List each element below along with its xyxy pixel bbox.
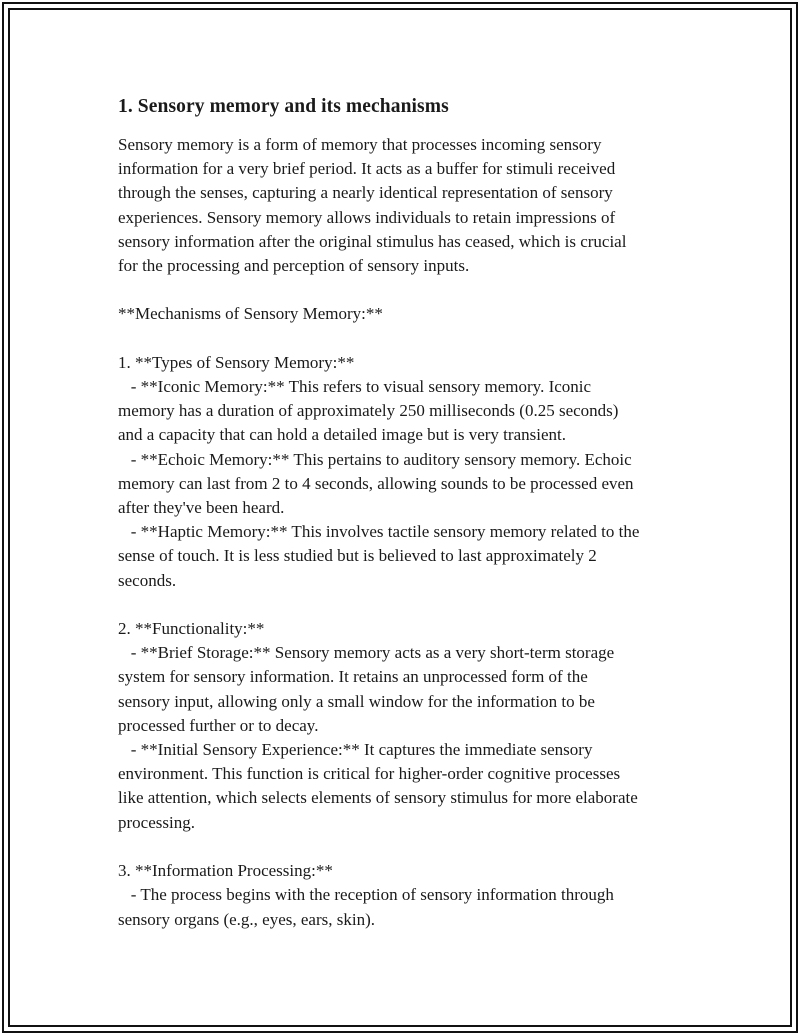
- document-content: [118, 94, 688, 932]
- section-heading: 1. Sensory memory and its mechanisms: [118, 96, 449, 117]
- section-body-text: Sensory memory is a form of memory that processes incoming sensory information for a very brief period. It acts as a buffer for stimuli received through the senses, capturing a nearly identical representation of sensory experiences. Sensory memory allows individuals to retain impressions of sensory information after the original stimulus has ceased, which is crucial for the processing and perception of sensory inputs. **Mechanisms of Sensory Memory:** 1. **Types of Sensory Memory:** - **Iconic Memory:** This refers to visual sensory memory. Iconic memory has a duration of approximately 250 milliseconds (0.25 seconds) and a capacity that can hold a detailed image but is very transient. - **Echoic Memory:** This pertains to auditory sensory memory. Echoic memory can last from 2 to 4 seconds, allowing sounds to be processed even after they've been heard. - **Haptic Memory:** This involves tactile sensory memory related to the sense of touch. It is less studied but is believed to last approximately 2 seconds. 2. **Functionality:** - **Brief Storage:** Sensory memory acts as a very short-term storage system for sensory information. It retains an unprocessed form of the sensory input, allowing only a small window for the information to be processed further or to decay. - **Initial Sensory Experience:** It captures the immediate sensory environment. This function is critical for higher-order cognitive processes like attention, which selects elements of sensory stimulus for more elaborate processing. 3. **Information Processing:** - The process begins with the reception of sensory information through sensory organs (e.g., eyes, ears, skin).: [118, 135, 640, 929]
